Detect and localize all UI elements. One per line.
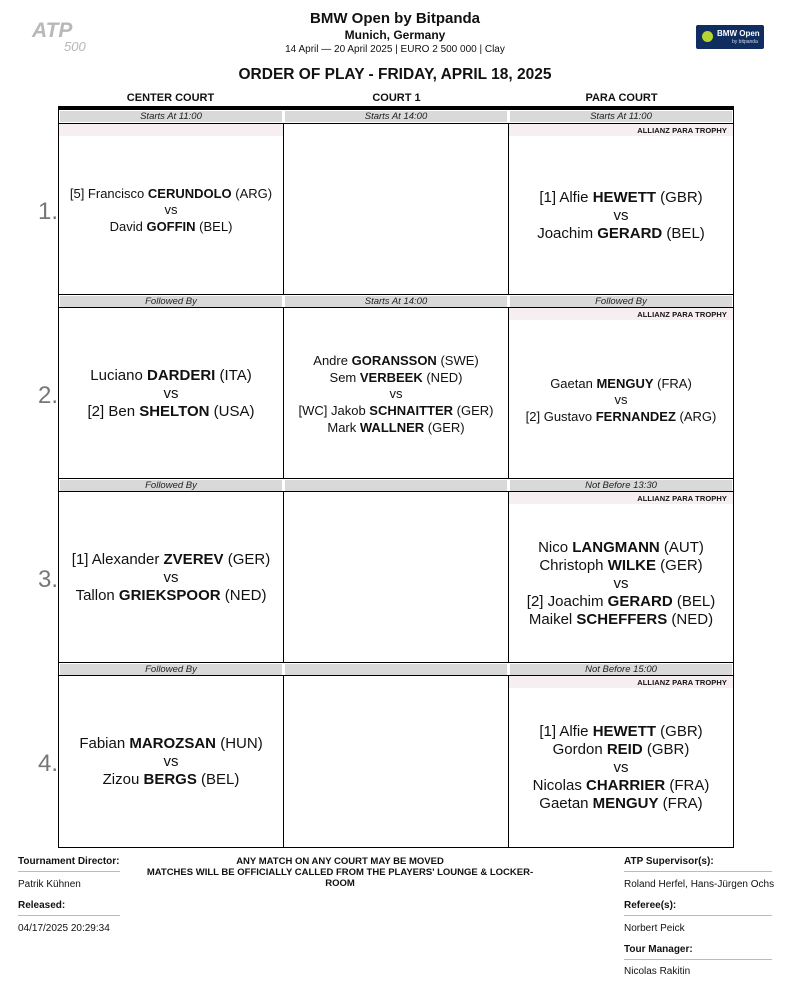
player-last-name: HEWETT <box>592 189 657 206</box>
player-last-name: LANGMANN <box>572 539 660 556</box>
player-line <box>59 403 283 421</box>
footer-rule <box>624 959 772 960</box>
player-last-name: GERARD <box>597 225 663 242</box>
order-of-play-title: ORDER OF PLAY - FRIDAY, APRIL 18, 2025 <box>238 66 552 83</box>
player-country: (USA) <box>209 403 255 420</box>
row-number: 1. <box>38 198 59 225</box>
player-country: (GER) <box>223 551 271 568</box>
player-first-name: Nicolas <box>532 777 586 794</box>
player-first-name: [2] Joachim <box>526 593 608 610</box>
court-header-court1: COURT 1 <box>372 92 421 104</box>
notice-line-1: ANY MATCH ON ANY COURT MAY BE MOVED <box>236 856 444 867</box>
player-line <box>59 587 283 605</box>
tournament-title: BMW Open by Bitpanda <box>310 10 480 27</box>
player-line <box>59 367 283 385</box>
player-country: (GER) <box>656 557 703 574</box>
versus-label: vs <box>164 202 178 217</box>
player-line <box>59 771 283 789</box>
player-first-name: Gaetan <box>550 376 597 391</box>
notice-line-2: MATCHES WILL BE OFFICIALLY CALLED FROM THE PLAYERS' LOUNGE & LOCKER-ROOM <box>146 867 534 889</box>
player-last-name: GRIEKSPOOR <box>118 587 221 604</box>
player-line <box>509 539 733 557</box>
player-last-name: GOFFIN <box>146 219 196 234</box>
versus-label: vs <box>614 392 628 407</box>
referee-label: Referee(s): <box>624 900 677 911</box>
released-label: Released: <box>18 900 66 911</box>
player-country: (GBR) <box>656 723 703 740</box>
player-line <box>509 557 733 575</box>
player-line <box>284 369 508 386</box>
player-first-name: Fabian <box>79 735 130 752</box>
player-country: (NED) <box>422 370 463 385</box>
player-first-name: Maikel <box>528 611 577 628</box>
player-first-name: Luciano <box>90 367 147 384</box>
versus-label: vs <box>163 569 179 586</box>
cell-top-band <box>59 124 283 136</box>
player-first-name: Tallon <box>75 587 119 604</box>
player-last-name: GORANSSON <box>351 353 437 368</box>
player-line <box>509 741 733 759</box>
match-card <box>59 551 283 605</box>
match-card <box>284 352 508 436</box>
player-first-name: [5] Francisco <box>69 186 148 201</box>
tournament-director-label: Tournament Director: <box>18 856 120 867</box>
player-country: (ITA) <box>215 367 252 384</box>
player-country: (NED) <box>220 587 267 604</box>
player-first-name: Christoph <box>539 557 608 574</box>
slot-band <box>59 478 733 492</box>
player-last-name: DARDERI <box>146 367 216 384</box>
player-country: (GBR) <box>642 741 690 758</box>
row-number: 3. <box>38 566 59 593</box>
player-line <box>59 218 283 235</box>
player-first-name: Mark <box>327 420 360 435</box>
court-notice <box>140 856 540 889</box>
released-timestamp: 04/17/2025 20:29:34 <box>18 923 110 934</box>
slot-time-label: Followed By <box>60 664 282 675</box>
slot-time-label: Starts At 11:00 <box>510 111 732 122</box>
player-country: (AUT) <box>659 539 704 556</box>
player-country: (ARG) <box>231 186 273 201</box>
player-first-name: [1] Alexander <box>71 551 164 568</box>
tournament-director-name: Patrik Kühnen <box>18 879 81 890</box>
supervisor-label: ATP Supervisor(s): <box>624 856 714 867</box>
player-line <box>509 593 733 611</box>
player-last-name: GERARD <box>607 593 673 610</box>
player-last-name: WALLNER <box>359 420 425 435</box>
versus-label: vs <box>163 753 179 770</box>
player-line <box>284 402 508 419</box>
player-country: (BEL) <box>662 225 705 242</box>
referee-name: Norbert Peick <box>624 923 685 934</box>
player-last-name: BERGS <box>143 771 197 788</box>
match-card <box>59 367 283 421</box>
partner-logo-line2: by bitpanda <box>732 39 758 45</box>
player-last-name: FERNANDEZ <box>595 409 676 424</box>
supervisor-names: Roland Herfel, Hans-Jürgen Ochs <box>624 879 775 890</box>
slot-band <box>59 662 733 676</box>
atp-logo-text: ATP <box>32 19 73 42</box>
player-country: (ARG) <box>675 409 717 424</box>
slot-band <box>59 294 733 308</box>
player-last-name: MENGUY <box>596 376 654 391</box>
versus-label: vs <box>613 575 629 592</box>
player-country: (BEL) <box>672 593 716 610</box>
player-first-name: [2] Ben <box>87 403 140 420</box>
player-first-name: Gaetan <box>539 795 593 812</box>
atp-logo-tier: 500 <box>64 39 86 54</box>
versus-label: vs <box>389 386 403 401</box>
player-country: (FRA) <box>665 777 710 794</box>
player-country: (HUN) <box>216 735 263 752</box>
player-last-name: REID <box>606 741 643 758</box>
player-line <box>284 352 508 369</box>
player-first-name: David <box>109 219 147 234</box>
player-last-name: SHELTON <box>139 403 210 420</box>
row-number: 4. <box>38 750 59 777</box>
player-first-name: Andre <box>313 353 352 368</box>
player-line <box>509 408 733 425</box>
player-last-name: VERBEEK <box>359 370 423 385</box>
court-header-center: CENTER COURT <box>126 92 215 104</box>
trophy-label: ALLIANZ PARA TROPHY <box>637 678 727 687</box>
player-last-name: MAROZSAN <box>129 735 217 752</box>
player-country: (BEL) <box>196 771 240 788</box>
player-last-name: ZVEREV <box>163 551 224 568</box>
player-first-name: [1] Alfie <box>539 723 593 740</box>
player-line <box>509 777 733 795</box>
player-first-name: Sem <box>329 370 360 385</box>
slot-time-label: Starts At 14:00 <box>285 111 507 122</box>
player-line <box>59 735 283 753</box>
player-country: (SWE) <box>436 353 479 368</box>
player-line <box>59 185 283 202</box>
document-header <box>0 10 790 84</box>
partner-logo-line1: BMW Open <box>717 29 760 38</box>
match-card <box>59 185 283 235</box>
versus-label: vs <box>613 759 629 776</box>
trophy-label: ALLIANZ PARA TROPHY <box>637 310 727 319</box>
tournament-location: Munich, Germany <box>344 28 446 42</box>
versus-label: vs <box>613 207 629 224</box>
footer-rule <box>624 871 772 872</box>
player-line <box>59 551 283 569</box>
player-first-name: Joachim <box>537 225 598 242</box>
player-line <box>284 419 508 436</box>
player-first-name: Nico <box>538 539 573 556</box>
tour-manager-name: Nicolas Rakitin <box>624 966 691 977</box>
match-card <box>509 375 733 425</box>
player-line <box>509 189 733 207</box>
player-line <box>509 225 733 243</box>
tour-manager-label: Tour Manager: <box>624 944 693 955</box>
player-last-name: WILKE <box>607 557 657 574</box>
slot-time-label: Not Before 13:30 <box>510 480 732 491</box>
player-country: (GER) <box>453 403 494 418</box>
player-first-name: Zizou <box>102 771 144 788</box>
match-card <box>59 735 283 789</box>
match-card <box>509 539 733 629</box>
match-card <box>509 723 733 813</box>
trophy-label: ALLIANZ PARA TROPHY <box>637 126 727 135</box>
player-first-name: [2] Gustavo <box>525 409 596 424</box>
player-last-name: MENGUY <box>592 795 659 812</box>
footer-rule <box>18 915 120 916</box>
player-last-name: CHARRIER <box>586 777 666 794</box>
slot-time-label: Not Before 15:00 <box>510 664 732 675</box>
match-card <box>509 189 733 243</box>
player-country: (FRA) <box>658 795 703 812</box>
player-country: (FRA) <box>653 376 692 391</box>
footer-rule <box>624 915 772 916</box>
player-line <box>509 375 733 392</box>
player-first-name: [1] Alfie <box>539 189 593 206</box>
player-first-name: [WC] Jakob <box>298 403 370 418</box>
footer-rule <box>18 871 120 872</box>
player-country: (BEL) <box>195 219 233 234</box>
slot-time-label: Starts At 14:00 <box>285 296 507 307</box>
trophy-label: ALLIANZ PARA TROPHY <box>637 494 727 503</box>
slot-band <box>59 110 733 124</box>
slot-time-label: Followed By <box>60 296 282 307</box>
row-number: 2. <box>38 382 59 409</box>
player-country: (GBR) <box>656 189 703 206</box>
versus-label: vs <box>163 385 179 402</box>
player-country: (NED) <box>667 611 714 628</box>
slot-time-label: Starts At 11:00 <box>60 111 282 122</box>
player-line <box>509 795 733 813</box>
player-line <box>509 723 733 741</box>
slot-time-label: Followed By <box>60 480 282 491</box>
player-country: (GER) <box>424 420 465 435</box>
slot-time-label <box>285 480 507 491</box>
player-last-name: SCHEFFERS <box>576 611 668 628</box>
player-last-name: HEWETT <box>592 723 657 740</box>
player-last-name: CERUNDOLO <box>147 186 232 201</box>
court-header-para: PARA COURT <box>585 92 658 104</box>
slot-time-label: Followed By <box>510 296 732 307</box>
player-line <box>509 611 733 629</box>
slot-time-label <box>285 664 507 675</box>
player-first-name: Gordon <box>552 741 607 758</box>
player-last-name: SCHNAITTER <box>369 403 454 418</box>
tournament-info: 14 April — 20 April 2025 | EURO 2 500 000 | Clay <box>285 44 505 55</box>
